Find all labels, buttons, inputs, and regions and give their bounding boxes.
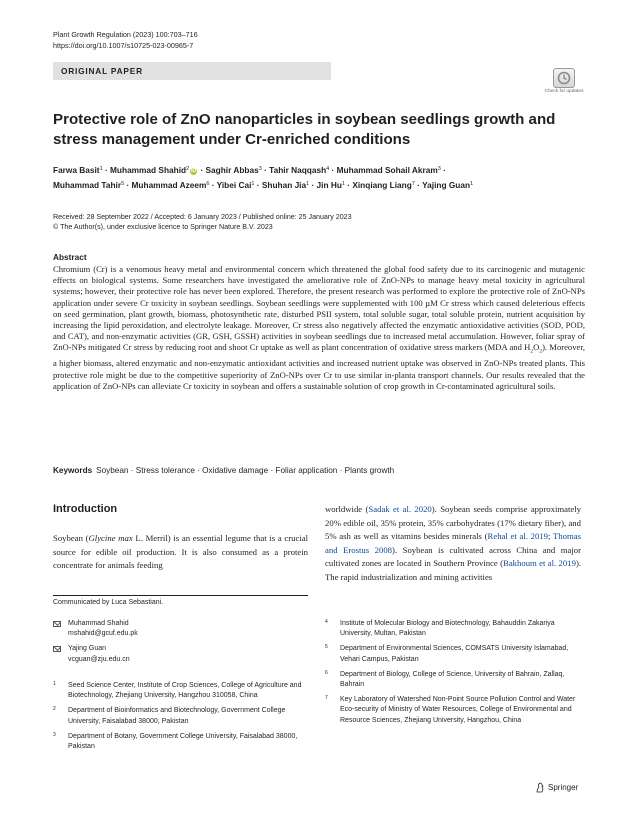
affiliation: 5 Department of Environmental Sciences, COMSATS University Islamabad, Vehari Campus, Pakistan [325, 644, 569, 663]
citation-link[interactable]: Rehal et al. 2019 [487, 531, 549, 542]
abstract-text: Chromium (Cr) is a venomous heavy metal and environmental concern which threatened the global food safety due to its carcinogenic and mutagenic effects on biological systems. Some researchers have investigated the ameliorative role of ZnO-NPs to manage heavy metal toxicity in agricultural systems; however, their protective role has never been explored. Therefore, the present research was performed to explore the protective role of ZnO-NPs application under severe Cr toxicity in soybean seedlings. Soybean seedlings were supplemented with 100 µM Cr stress which caused deleterious effects on seed germination, plant growth, biomass, photosynthetic rate, disturbed PSII system, total soluble sugar, total soluble protein, nutrient acquisition by increasing the lipid peroxidation, and electrolyte leakage. Moreover, Cr stress also negatively affected the enzymatic antioxidative activities (SOD, POD, and CAT), and non-enzymatic activities (GR, GSH, GSSH) activities in soybean seedlings due to increased metal accumulation. However, foliar spray of ZnO-NPs mitigated Cr stress by reducing root and shoot Cr uptake as well as plant concentration of oxidative stress markers (MDA and $H_2O_2$). Moreover, a higher biomass, altered enzymatic and non-enzymatic antioxidant activities and increased nutrient uptake was observed in ZnO-NPs treated plants. This protective role might be due to the competitive superiority of ZnO-NPs over Cr to use similar in-planta transport channels. Our results revealed that the application of ZnO-NPs can alleviate Cr toxicity in soybean and offers a sustainable solution of crop growth in Cr-contaminated agricultural soils. [53, 264, 585, 391]
author[interactable]: Yibei Cai$^1$ [216, 179, 255, 190]
introduction-left-column: Soybean (Glycine max L. Merril) is an essential legume that is a crucial source for edible oil production. It is also consumed as a protein concentrate for animals feeding [53, 533, 308, 571]
abstract-heading: Abstract [53, 252, 87, 262]
citation-link[interactable]: Thomas and Erostus 2008 [325, 531, 581, 555]
author[interactable]: Muhammad Sohail Akram$^3$ [336, 165, 441, 175]
article-type-label: ORIGINAL PAPER [61, 66, 143, 76]
author[interactable]: Jin Hu$^1$ [316, 179, 345, 190]
author[interactable]: Farwa Basit$^1$ [53, 165, 103, 175]
journal-header [53, 29, 198, 51]
affiliations-left [53, 681, 313, 757]
affiliations-right [325, 619, 585, 731]
footnote-divider [53, 595, 308, 596]
author[interactable]: Saghir Abbas$^3$ [205, 165, 262, 175]
keywords-list: Soybean · Stress tolerance · Oxidative damage · Foliar application · Plants growth [96, 466, 395, 475]
publication-dates [53, 212, 352, 232]
keywords [53, 465, 394, 476]
author[interactable]: Yajing Guan$^1$ [422, 179, 474, 190]
introduction-heading: Introduction [53, 503, 118, 515]
doi-link[interactable]: https://doi.org/10.1007/s10725-023-00965-7 [53, 41, 194, 50]
contact-email[interactable]: mshahid@gcuf.edu.pk [68, 630, 138, 638]
author-list: Farwa Basit$^1$ · Muhammad Shahid$^2$ iD · Saghir Abbas$^3$ · Tahir Naqqash$^4$ · Muhammad Sohail Akram$^3$ · Muhammad Tahir$^5$ · Muhammad Azeem$^6$ · Yibei Cai$^1$ · Shuhan Jia$^1$ · Jin $Hu^1$ · Xinqiang Liang$^7$ · Yajing Guan$^1$ [53, 165, 474, 190]
article-type-band [53, 62, 331, 80]
check-for-updates-button[interactable] [544, 68, 584, 98]
author[interactable]: Xinqiang Liang$^7$ [352, 179, 415, 190]
author[interactable]: Muhammad Tahir$^5$ [53, 179, 125, 190]
affiliation: 6 Department of Biology, College of Science, University of Bahrain, Zallaq, Bahrain [325, 669, 565, 689]
email-icon [53, 646, 61, 652]
check-updates-icon [553, 68, 575, 88]
affiliation: 2 Department of Bioinformatics and Biotechnology, Government College University, Faisalabad 38000, Pakistan [53, 706, 286, 725]
copyright-line: © The Author(s), under exclusive licence to Springer Nature B.V. 2023 [53, 223, 273, 232]
author[interactable]: Shuhan Jia$^1$ [261, 179, 310, 190]
contact-entry [53, 619, 313, 639]
contact-email[interactable]: vcguan@zju.edu.cn [68, 655, 130, 663]
citation-link[interactable]: Bakhoum et al. 2019 [503, 558, 576, 569]
orcid-icon[interactable]: iD [191, 168, 197, 174]
check-updates-label: Check for updates [544, 89, 584, 94]
communicated-by: Communicated by Luca Sebastiani. [53, 599, 164, 606]
author[interactable]: Tahir Naqqash$^4$ [269, 165, 330, 175]
author[interactable]: Muhammad Shahid$^2$ [110, 165, 190, 175]
publisher-name: Springer [548, 783, 579, 792]
introduction-right-column: worldwide (Sadak et al. 2020). Soybean seeds comprise approximately 20% edible oil, 35% protein, 35% carbohydrates (17% dietary fiber), and 5% ash as well as vitamins besides minerals (Rehal et al. 2019; Thomas and Erostus 2008). Soybean is cultivated across China and major cultivated zones are located in Southern Province (Bakhoum et al. 2019). The rapid industrialization and mining activities [325, 504, 582, 582]
affiliation: 3 Department of Botany, Government College University, Faisalabad 38000, Pakistan [53, 731, 298, 751]
paper-title: Protective role of ZnO nanoparticles in soybean seedlings growth and stress management under Cr-enriched conditions [53, 111, 556, 148]
contact-entry [53, 644, 313, 664]
corresponding-authors [53, 619, 313, 670]
contact-name: Yajing Guan [68, 645, 107, 653]
contact-name: Muhammad Shahid [68, 620, 129, 627]
publisher-logo [535, 782, 578, 793]
keywords-label: Keywords [53, 466, 93, 475]
received-accepted-published: Received: 28 September 2022 / Accepted: 6 January 2023 / Published online: 25 January 2023 [53, 213, 352, 221]
email-icon [53, 621, 61, 627]
affiliation: 4 Institute of Molecular Biology and Biotechnology, Bahauddin Zakariya University, Multan, Pakistan [325, 619, 555, 638]
journal-citation: Plant Growth Regulation (2023) 100:703–716 [53, 30, 198, 39]
affiliation: 7 Key Laboratory of Watershed Non-Point Source Pollution Control and Water Eco-security of Ministry of Water Resources, College of Environmental and Resource Sciences, Zhejiang University, Hangzhou, China [325, 695, 576, 724]
citation-link[interactable]: Sadak et al. 2020 [368, 504, 432, 514]
springer-horse-icon [535, 782, 545, 793]
author[interactable]: Muhammad Azeem$^6$ [131, 179, 210, 190]
affiliation: 1 Seed Science Center, Institute of Crop Sciences, College of Agriculture and Biotechnology, Zhejiang University, Hangzhou 310058, China [53, 681, 302, 700]
